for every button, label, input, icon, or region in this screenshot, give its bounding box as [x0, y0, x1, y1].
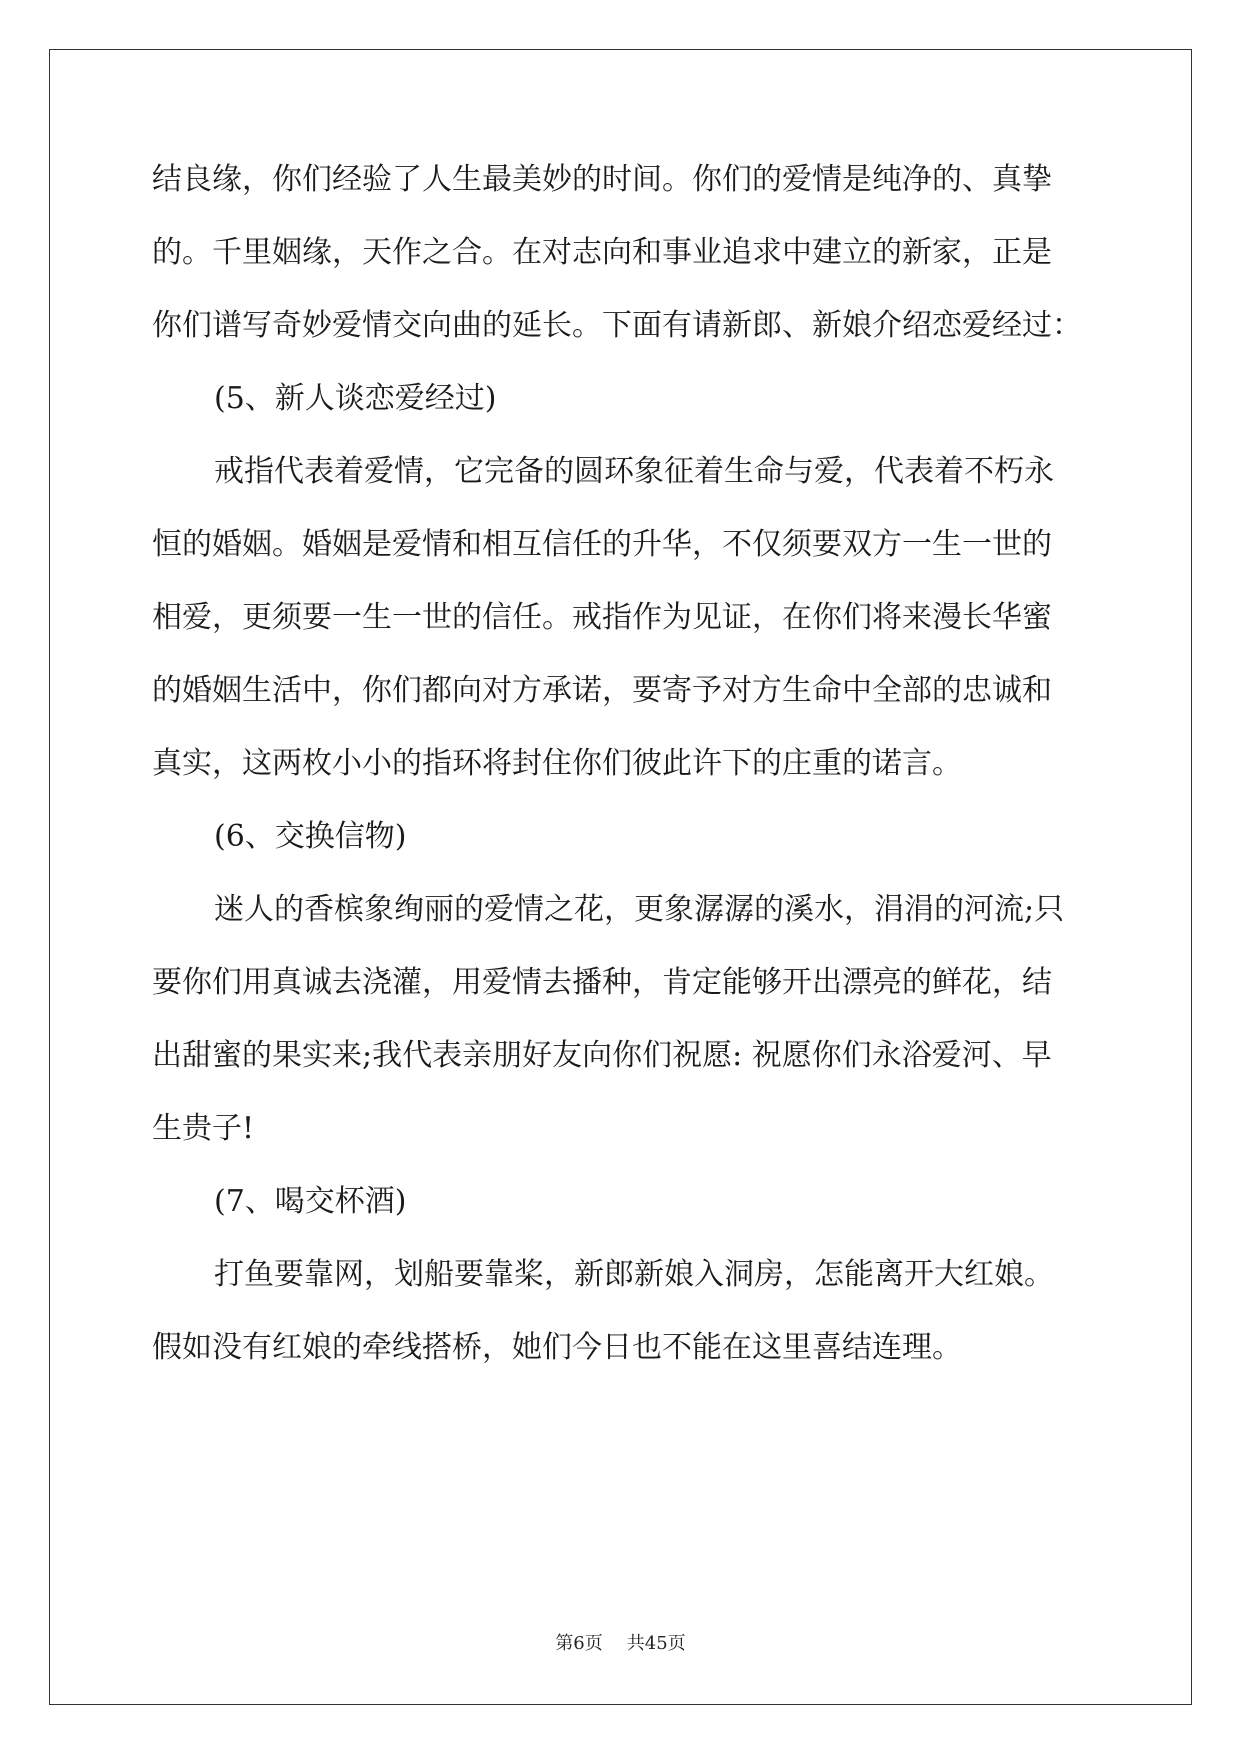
- section-heading: (6、交换信物): [214, 819, 407, 854]
- page-number: 第6页: [555, 1633, 603, 1654]
- page-border: [49, 49, 1192, 1705]
- paragraph-line: 真实，这两枚小小的指环将封住你们彼此许下的庄重的诺言。: [152, 746, 962, 781]
- paragraph-line: 结良缘，你们经验了人生最美妙的时间。你们的爱情是纯净的、真挚: [152, 162, 1052, 197]
- paragraph-line: 生贵子!: [152, 1111, 255, 1146]
- paragraph-line: 打鱼要靠网，划船要靠桨，新郎新娘入洞房，怎能离开大红娘。: [214, 1257, 1054, 1292]
- paragraph-line: 你们谱写奇妙爱情交向曲的延长。下面有请新郎、新娘介绍恋爱经过：: [152, 308, 1082, 343]
- paragraph-line: 恒的婚姻。婚姻是爱情和相互信任的升华，不仅须要双方一生一世的: [152, 527, 1052, 562]
- page-footer: [0, 1632, 1241, 1656]
- paragraph-line: 要你们用真诚去浇灌，用爱情去播种，肯定能够开出漂亮的鲜花，结: [152, 965, 1052, 1000]
- paragraph-line: 出甜蜜的果实来;我代表亲朋好友向你们祝愿: 祝愿你们永浴爱河、早: [152, 1038, 1052, 1073]
- paragraph-line: 假如没有红娘的牵线搭桥，她们今日也不能在这里喜结连理。: [152, 1330, 962, 1365]
- paragraph-line: 相爱，更须要一生一世的信任。戒指作为见证，在你们将来漫长华蜜: [152, 600, 1052, 635]
- paragraph-line: 戒指代表着爱情，它完备的圆环象征着生命与爱，代表着不朽永: [214, 454, 1054, 489]
- paragraph-line: 迷人的香槟象绚丽的爱情之花，更象潺潺的溪水，涓涓的河流;只: [214, 892, 1065, 927]
- section-heading: (7、喝交杯酒): [214, 1184, 407, 1219]
- section-heading: (5、新人谈恋爱经过): [214, 381, 497, 416]
- page-total: 共45页: [626, 1633, 686, 1654]
- paragraph-line: 的婚姻生活中，你们都向对方承诺，要寄予对方生命中全部的忠诚和: [152, 673, 1052, 708]
- paragraph-line: 的。千里姻缘，天作之合。在对志向和事业追求中建立的新家，正是: [152, 235, 1052, 270]
